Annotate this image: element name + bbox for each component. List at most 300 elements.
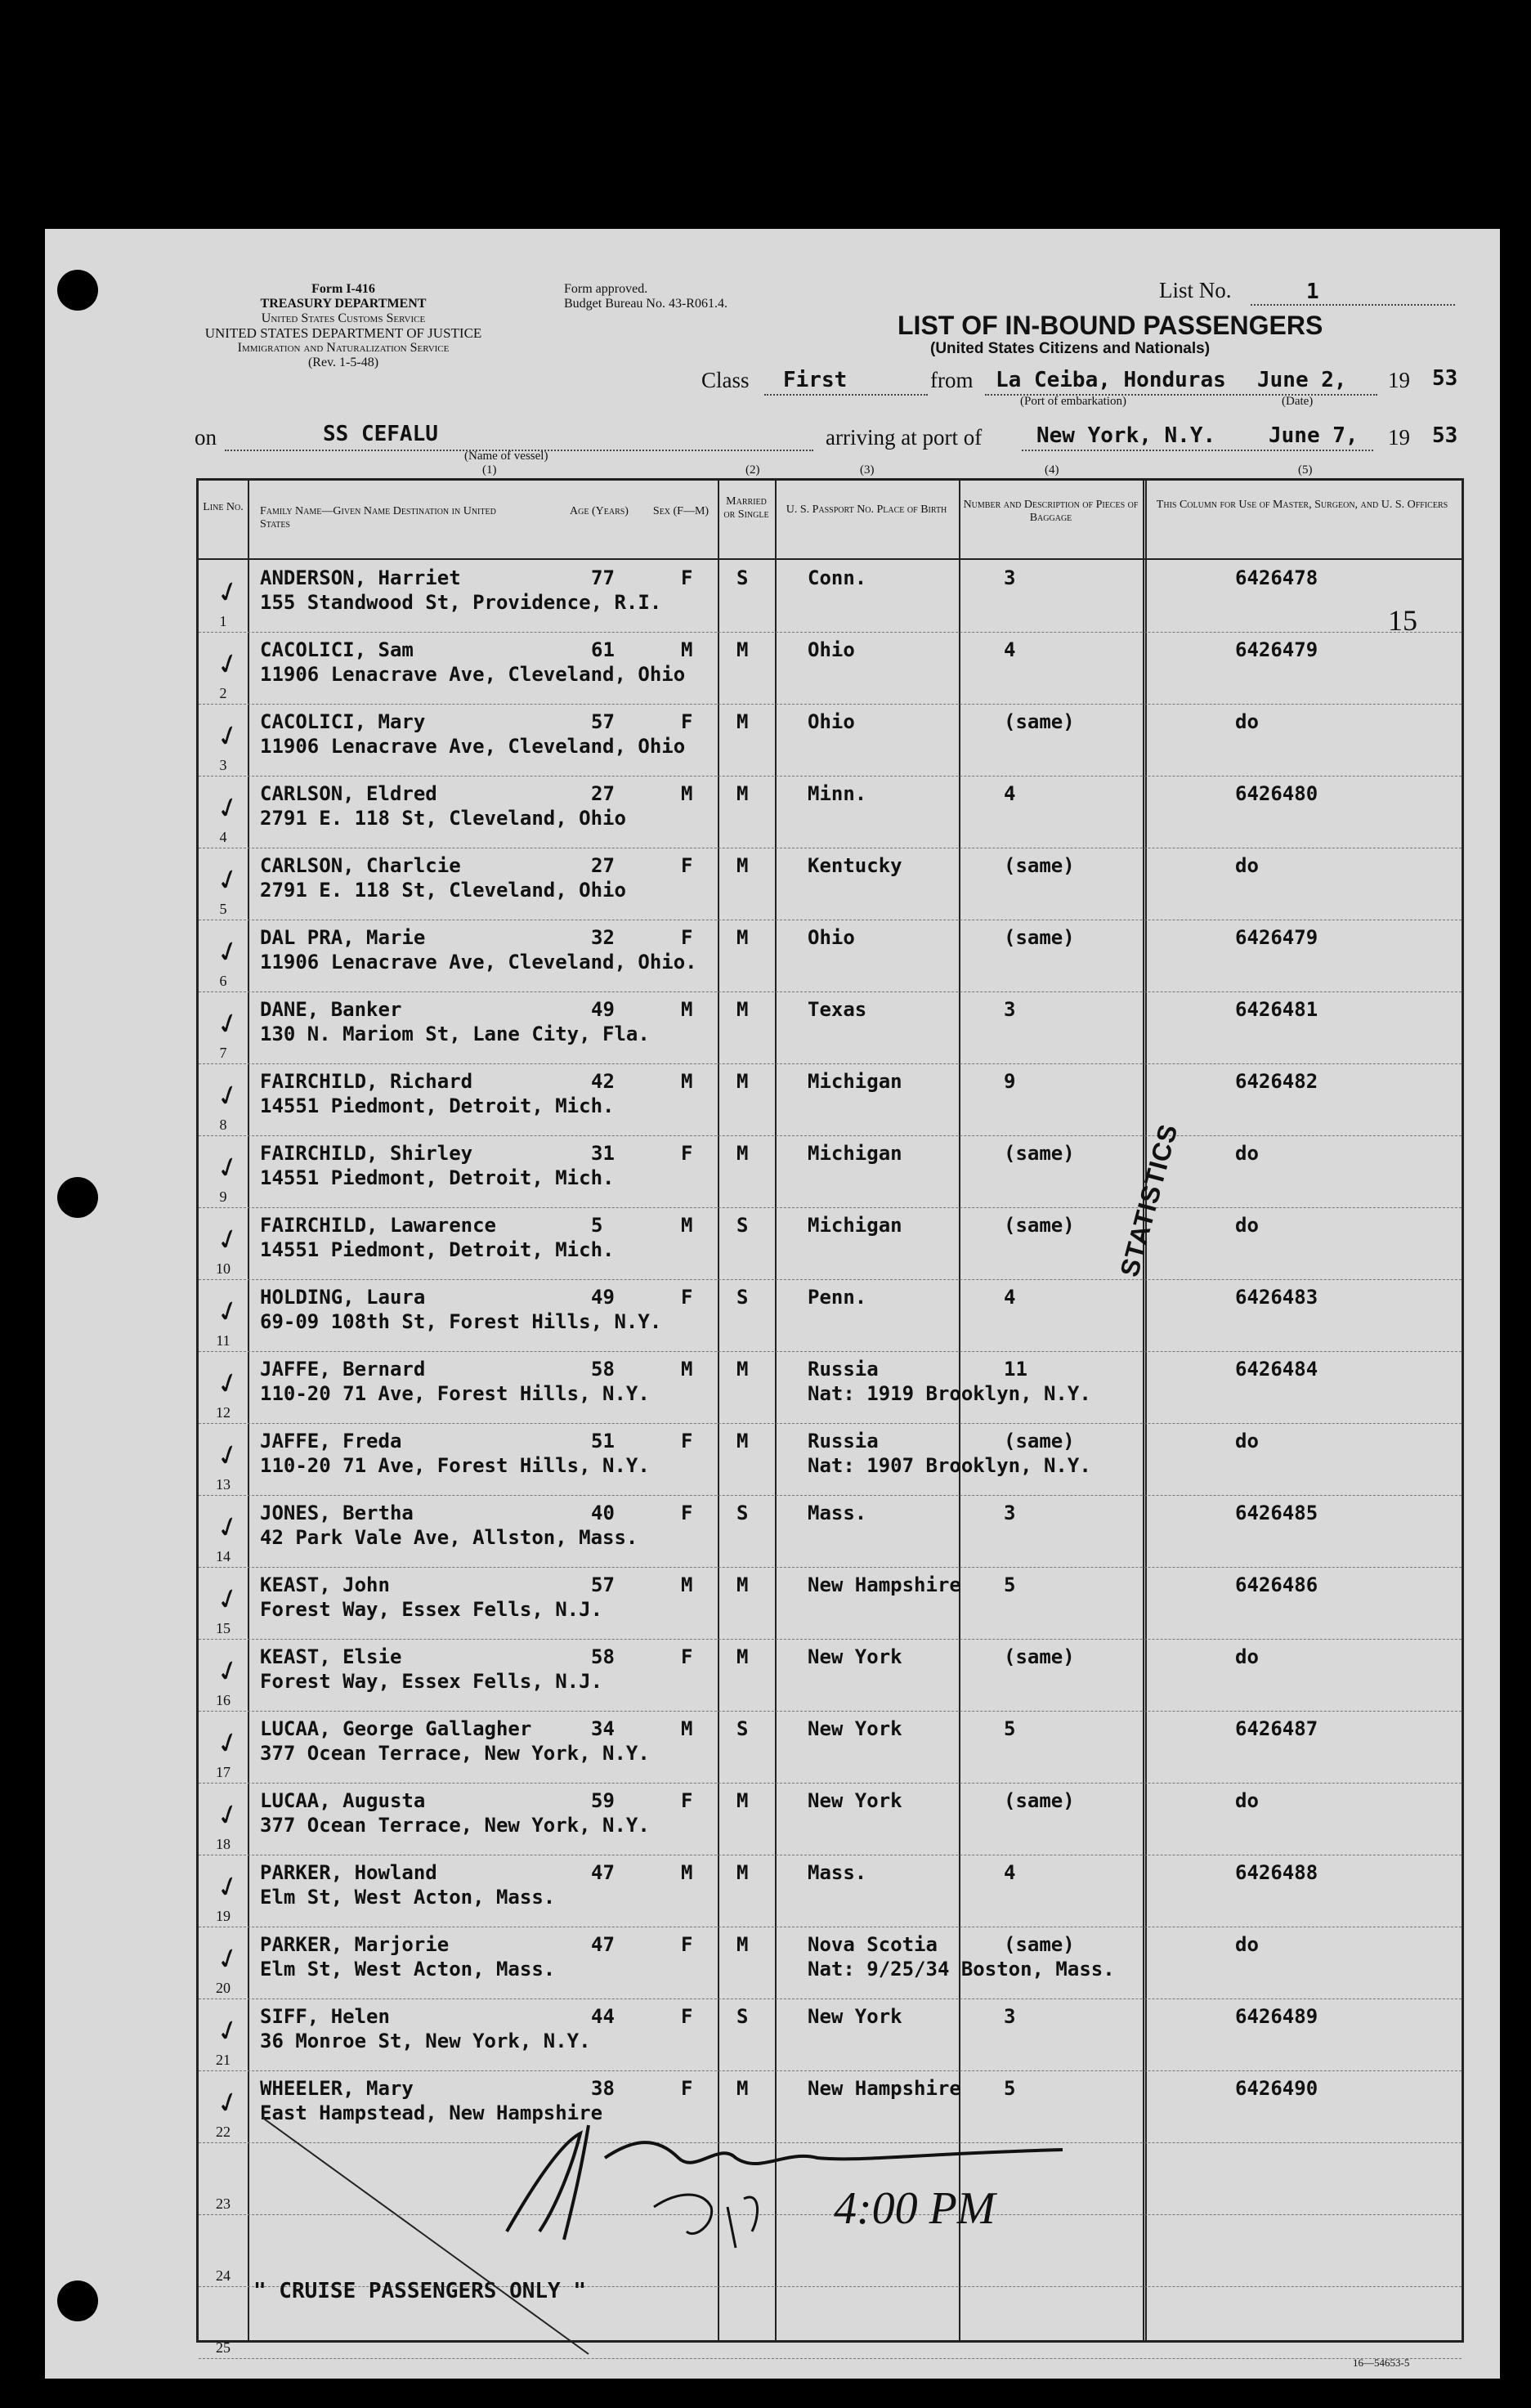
line-number: 12 [216,1404,231,1421]
page-subtitle: (United States Citizens and Nationals) [930,340,1211,357]
page-title: LIST OF IN-BOUND PASSENGERS [898,311,1323,340]
table-row [199,1567,1462,1640]
passenger-age: 77 [591,566,615,589]
baggage: 3 [1004,1502,1016,1524]
passenger-sex: F [681,2077,693,2100]
passenger-name: KEAST, Elsie [260,1645,402,1668]
passenger-address: 36 Monroe St, New York, N.Y. [260,2030,591,2052]
passenger-sex: F [681,1286,693,1309]
officer-number: do [1235,710,1259,733]
line-number: 6 [219,973,227,989]
passenger-sex: M [681,1358,693,1381]
table-row [199,704,1462,777]
check-mark-icon: ✓ [213,1438,244,1475]
passenger-name: JONES, Bertha [260,1502,414,1524]
baggage: (same) [1004,1789,1075,1812]
table-row [199,560,1462,633]
line-number: 8 [219,1117,227,1133]
table-row [199,1639,1462,1712]
check-mark-icon: ✓ [213,1078,244,1115]
approved-label: Form approved. [564,282,648,296]
arrival-line [1022,450,1373,451]
officer-number: 6426486 [1235,1573,1318,1596]
baggage: 9 [1004,1070,1016,1093]
marital-status: S [736,566,749,589]
passenger-name: JAFFE, Freda [260,1430,402,1452]
officer-number: do [1235,854,1259,877]
passenger-name: LUCAA, George Gallagher [260,1717,532,1740]
check-mark-icon: ✓ [213,718,244,755]
line-number: 7 [219,1045,227,1061]
table-row [199,991,1462,1064]
marital-status: M [736,710,749,733]
passenger-name: SIFF, Helen [260,2005,390,2028]
baggage: 11 [1004,1358,1027,1381]
embarkation-port: La Ceiba, Honduras [996,368,1226,392]
marital-status: M [736,1789,749,1812]
table-row [199,1135,1462,1208]
passenger-sex: M [681,1070,693,1093]
check-mark-icon: ✓ [213,1941,244,1978]
passenger-age: 59 [591,1789,615,1812]
passenger-address: Elm St, West Acton, Mass. [260,1886,556,1909]
passenger-address: Forest Way, Essex Fells, N.J. [260,1670,603,1693]
line-number: 5 [219,901,227,917]
punch-hole [57,270,98,311]
passenger-sex: M [681,782,693,805]
table-row [199,1855,1462,1927]
officer-number: 6426479 [1235,926,1318,949]
footer-code: 16—54653-5 [1353,2357,1410,2369]
baggage: 3 [1004,2005,1016,2028]
passenger-sex: M [681,1717,693,1740]
baggage: 5 [1004,1717,1016,1740]
passenger-age: 58 [591,1645,615,1668]
table-row [199,1927,1462,1999]
table-row [199,632,1462,705]
passenger-address: 377 Ocean Terrace, New York, N.Y. [260,1814,650,1837]
marital-status: M [736,926,749,949]
class-label: Class [701,368,750,392]
baggage: 5 [1004,1573,1016,1596]
officer-number: 6426487 [1235,1717,1318,1740]
passenger-age: 49 [591,1286,615,1309]
list-no-line [1251,304,1455,306]
officer-number: 6426485 [1235,1502,1318,1524]
line-number: 2 [219,685,227,701]
marital-status: S [736,1717,749,1740]
passenger-age: 57 [591,1573,615,1596]
passenger-age: 57 [591,710,615,733]
col-header-passport: U. S. Passport No. Place of Birth [786,504,947,516]
check-mark-icon: ✓ [213,1654,244,1690]
line-number: 3 [219,757,227,773]
vessel-caption: (Name of vessel) [464,450,548,463]
baggage: (same) [1004,854,1075,877]
passenger-age: 42 [591,1070,615,1093]
passenger-address: 14551 Piedmont, Detroit, Mich. [260,1094,615,1117]
passenger-age: 44 [591,2005,615,2028]
line-number: 11 [216,1332,231,1349]
passenger-age: 27 [591,782,615,805]
check-mark-icon: ✓ [213,575,244,611]
naturalization: Nat: 1907 Brooklyn, N.Y. [808,1454,1091,1477]
punch-hole [57,1177,98,1218]
passenger-age: 34 [591,1717,615,1740]
line-number: 4 [219,829,227,845]
marital-status: M [736,1070,749,1093]
passenger-age: 38 [591,2077,615,2100]
officer-number: 6426479 [1235,638,1318,661]
place-of-birth: Mass. [808,1861,867,1884]
line-number: 9 [219,1188,227,1205]
check-mark-icon: ✓ [213,1006,244,1043]
marital-status: M [736,854,749,877]
passenger-sex: F [681,2005,693,2028]
table-row [199,1495,1462,1568]
passenger-age: 27 [591,854,615,877]
officer-number: 6426490 [1235,2077,1318,2100]
baggage: (same) [1004,1933,1075,1956]
officer-number: do [1235,1645,1259,1668]
passenger-name: DANE, Banker [260,998,402,1021]
col-header-baggage: Number and Description of Pieces of Baggage [963,499,1139,524]
class-line [764,394,928,396]
passenger-name: FAIRCHILD, Lawarence [260,1214,496,1237]
list-no-label: List No. [1159,278,1232,302]
passenger-name: CACOLICI, Sam [260,638,414,661]
marital-status: M [736,638,749,661]
table-row [199,848,1462,920]
customs-label: United States Customs Service [261,311,426,325]
table-row [199,1711,1462,1784]
place-of-birth: New Hampshire [808,2077,961,2100]
passenger-sex: M [681,998,693,1021]
officer-number: 6426478 [1235,566,1318,589]
place-of-birth: Penn. [808,1286,867,1309]
passenger-sex: F [681,710,693,733]
table-row [199,1423,1462,1496]
col-header-line: Line No. [203,501,244,513]
officer-number: 6426488 [1235,1861,1318,1884]
baggage: 3 [1004,566,1016,589]
check-mark-icon: ✓ [213,2085,244,2122]
passenger-address: 2791 E. 118 St, Cleveland, Ohio [260,879,626,902]
year-prefix: 19 [1388,368,1410,392]
officer-number: 6426484 [1235,1358,1318,1381]
officer-number: do [1235,1214,1259,1237]
passenger-name: DAL PRA, Marie [260,926,426,949]
cruise-note: " CRUISE PASSENGERS ONLY " [253,2279,586,2303]
passenger-name: JAFFE, Bernard [260,1358,426,1381]
marital-status: M [736,1142,749,1165]
passenger-sex: F [681,1142,693,1165]
check-mark-icon: ✓ [213,1510,244,1546]
passenger-table [196,478,1464,2356]
marital-status: M [736,1933,749,1956]
baggage: (same) [1004,1645,1075,1668]
marital-status: S [736,1286,749,1309]
table-row [199,1351,1462,1424]
line-number: 25 [216,2339,231,2356]
col-header-age: Age (Years) [570,505,629,517]
passenger-age: 5 [591,1214,603,1237]
line-number: 10 [216,1260,231,1277]
officer-number: 6426483 [1235,1286,1318,1309]
table-row [199,1279,1462,1352]
col-num-1: (1) [482,463,497,477]
place-of-birth: New York [808,2005,902,2028]
check-mark-icon: ✓ [213,1725,244,1762]
passenger-address: 42 Park Vale Ave, Allston, Mass. [260,1526,638,1549]
punch-hole [57,2280,98,2321]
check-mark-icon: ✓ [213,934,244,971]
naturalization: Nat: 1919 Brooklyn, N.Y. [808,1382,1091,1405]
table-row [199,920,1462,992]
passenger-age: 58 [591,1358,615,1381]
passenger-sex: F [681,854,693,877]
marital-status: M [736,2077,749,2100]
passenger-name: CARLSON, Eldred [260,782,437,805]
officer-number: do [1235,1142,1259,1165]
passenger-sex: F [681,1502,693,1524]
col-header-name: Family Name—Given Name Destination in United States [260,505,496,530]
place-of-birth: Ohio [808,638,855,661]
baggage: 3 [1004,998,1016,1021]
passenger-sex: F [681,1645,693,1668]
arrival-port: New York, N.Y. [1036,423,1216,448]
col-header-married: Married or Single [723,495,769,521]
marital-status: M [736,1430,749,1452]
vessel-name: SS CEFALU [323,422,438,446]
passenger-sex: F [681,1430,693,1452]
check-mark-icon: ✓ [213,647,244,683]
list-no-value: 1 [1306,280,1319,304]
marital-status: M [736,1358,749,1381]
passenger-name: CACOLICI, Mary [260,710,426,733]
passenger-age: 47 [591,1933,615,1956]
marital-status: M [736,782,749,805]
passenger-sex: M [681,1214,693,1237]
officer-number: 6426481 [1235,998,1318,1021]
passenger-sex: F [681,1933,693,1956]
col-num-4: (4) [1045,463,1059,477]
officer-number: do [1235,1430,1259,1452]
signature-time: 4:00 PM [834,2183,996,2234]
baggage: (same) [1004,926,1075,949]
justice-label: UNITED STATES DEPARTMENT OF JUSTICE [204,325,482,341]
place-of-birth: Nova Scotia [808,1933,938,1956]
table-row [199,1783,1462,1855]
baggage: (same) [1004,710,1075,733]
baggage: 4 [1004,638,1016,661]
check-mark-icon: ✓ [213,790,244,827]
passenger-address: 11906 Lenacrave Ave, Cleveland, Ohio [260,735,686,758]
marital-status: M [736,1861,749,1884]
revision-label: (Rev. 1-5-48) [307,356,379,369]
line-number: 23 [216,2195,231,2212]
passenger-age: 51 [591,1430,615,1452]
passenger-name: ANDERSON, Harriet [260,566,461,589]
passenger-age: 32 [591,926,615,949]
passenger-name: CARLSON, Charlcie [260,854,461,877]
check-mark-icon: ✓ [213,1797,244,1834]
line-number: 14 [216,1548,231,1564]
passenger-name: HOLDING, Laura [260,1286,426,1309]
table-row [199,1998,1462,2071]
place-of-birth: Ohio [808,926,855,949]
naturalization: Nat: 9/25/34 Boston, Mass. [808,1958,1115,1981]
arrival-date: June 7, [1269,423,1359,448]
passenger-name: KEAST, John [260,1573,390,1596]
arrival-year: 53 [1432,423,1458,448]
place-of-birth: Conn. [808,566,867,589]
place-of-birth: Russia [808,1358,879,1381]
passenger-address: Elm St, West Acton, Mass. [260,1958,556,1981]
passenger-sex: M [681,1573,693,1596]
marital-status: M [736,1645,749,1668]
passenger-address: 11906 Lenacrave Ave, Cleveland, Ohio [260,663,686,686]
place-of-birth: Russia [808,1430,879,1452]
arrival-year-prefix: 19 [1388,425,1410,450]
passenger-address: 14551 Piedmont, Detroit, Mich. [260,1166,615,1189]
marital-status: M [736,1573,749,1596]
line-number: 13 [216,1476,231,1493]
passenger-name: PARKER, Marjorie [260,1933,450,1956]
marital-status: S [736,1502,749,1524]
from-label: from [930,368,974,392]
baggage: 4 [1004,782,1016,805]
col-header-sex: Sex (F—M) [652,505,710,517]
statistics-stamp: STATISTICS [1114,1121,1184,1280]
passenger-address: 155 Standwood St, Providence, R.I. [260,591,662,614]
strike-line [262,2117,605,2362]
officer-number: 6426480 [1235,782,1318,805]
passenger-sex: M [681,638,693,661]
baggage: 4 [1004,1861,1016,1884]
passenger-age: 47 [591,1861,615,1884]
passenger-address: 130 N. Mariom St, Lane City, Fla. [260,1023,650,1045]
place-of-birth: Ohio [808,710,855,733]
col-num-2: (2) [745,463,760,477]
form-number: Form I-416 [311,282,375,296]
passenger-address: Forest Way, Essex Fells, N.J. [260,1598,603,1621]
line-number: 1 [219,613,227,629]
passenger-address: 11906 Lenacrave Ave, Cleveland, Ohio. [260,951,697,973]
passenger-address: 110-20 71 Ave, Forest Hills, N.Y. [260,1382,650,1405]
passenger-sex: M [681,1861,693,1884]
baggage: (same) [1004,1142,1075,1165]
place-of-birth: New York [808,1789,902,1812]
line-number: 17 [216,1764,231,1780]
place-of-birth: Minn. [808,782,867,805]
marital-status: S [736,1214,749,1237]
arriving-label: arriving at port of [826,425,983,450]
check-mark-icon: ✓ [213,1366,244,1403]
form-header-left [196,282,490,370]
place-of-birth: Texas [808,998,867,1021]
marital-status: M [736,998,749,1021]
passenger-address: 69-09 108th St, Forest Hills, N.Y. [260,1310,662,1333]
passenger-address: 14551 Piedmont, Detroit, Mich. [260,1238,615,1261]
passenger-name: PARKER, Howland [260,1861,437,1884]
check-mark-icon: ✓ [213,1869,244,1906]
place-of-birth: Michigan [808,1070,902,1093]
passenger-name: FAIRCHILD, Richard [260,1070,473,1093]
baggage: 5 [1004,2077,1016,2100]
check-mark-icon: ✓ [213,1222,244,1259]
table-row [199,1207,1462,1280]
passenger-age: 40 [591,1502,615,1524]
line-number: 21 [216,2052,231,2068]
line-number: 15 [216,1620,231,1636]
line-number: 20 [216,1980,231,1996]
passenger-age: 31 [591,1142,615,1165]
class-value: First [783,368,848,392]
officer-number: 6426482 [1235,1070,1318,1093]
line-number: 22 [216,2124,231,2140]
col-num-5: (5) [1298,463,1313,477]
check-mark-icon: ✓ [213,1582,244,1618]
passenger-address: 110-20 71 Ave, Forest Hills, N.Y. [260,1454,650,1477]
table-row [199,776,1462,848]
treasury-label: TREASURY DEPARTMENT [260,297,427,311]
officer-number: do [1235,1789,1259,1812]
line-number: 18 [216,1836,231,1852]
check-mark-icon: ✓ [213,2013,244,2050]
passenger-age: 49 [591,998,615,1021]
passenger-name: FAIRCHILD, Shirley [260,1142,473,1165]
passenger-address: East Hampstead, New Hampshire [260,2101,603,2124]
passenger-age: 61 [591,638,615,661]
line-number: 24 [216,2267,231,2284]
line-number: 16 [216,1692,231,1708]
col-num-3: (3) [860,463,875,477]
check-mark-icon: ✓ [213,1294,244,1331]
officer-number: do [1235,1933,1259,1956]
passenger-address: 377 Ocean Terrace, New York, N.Y. [260,1742,650,1765]
table-row [199,1063,1462,1136]
place-of-birth: New York [808,1717,902,1740]
handwritten-count: 15 [1388,604,1417,637]
officer-number: 6426489 [1235,2005,1318,2028]
date-caption: (Date) [1282,395,1314,408]
baggage: (same) [1004,1430,1075,1452]
place-of-birth: Michigan [808,1214,902,1237]
embarkation-date: June 2, [1257,368,1347,392]
marital-status: S [736,2005,749,2028]
place-of-birth: Mass. [808,1502,867,1524]
passenger-sex: F [681,926,693,949]
port-embarkation-caption: (Port of embarkation) [1020,395,1126,408]
passenger-sex: F [681,566,693,589]
line-number: 19 [216,1908,231,1924]
col-header-officers: This Column for Use of Master, Surgeon, and U. S. Officers [1156,499,1448,511]
ins-label: Immigration and Naturalization Service [237,341,450,355]
baggage: (same) [1004,1214,1075,1237]
passenger-name: LUCAA, Augusta [260,1789,426,1812]
form-approval [564,282,777,311]
place-of-birth: New York [808,1645,902,1668]
passenger-sex: F [681,1789,693,1812]
on-label: on [195,425,217,450]
embarkation-year: 53 [1432,366,1458,391]
budget-label: Budget Bureau No. 43-R061.4. [564,297,727,311]
place-of-birth: New Hampshire [808,1573,961,1596]
check-mark-icon: ✓ [213,1150,244,1187]
baggage: 4 [1004,1286,1016,1309]
check-mark-icon: ✓ [213,862,244,899]
